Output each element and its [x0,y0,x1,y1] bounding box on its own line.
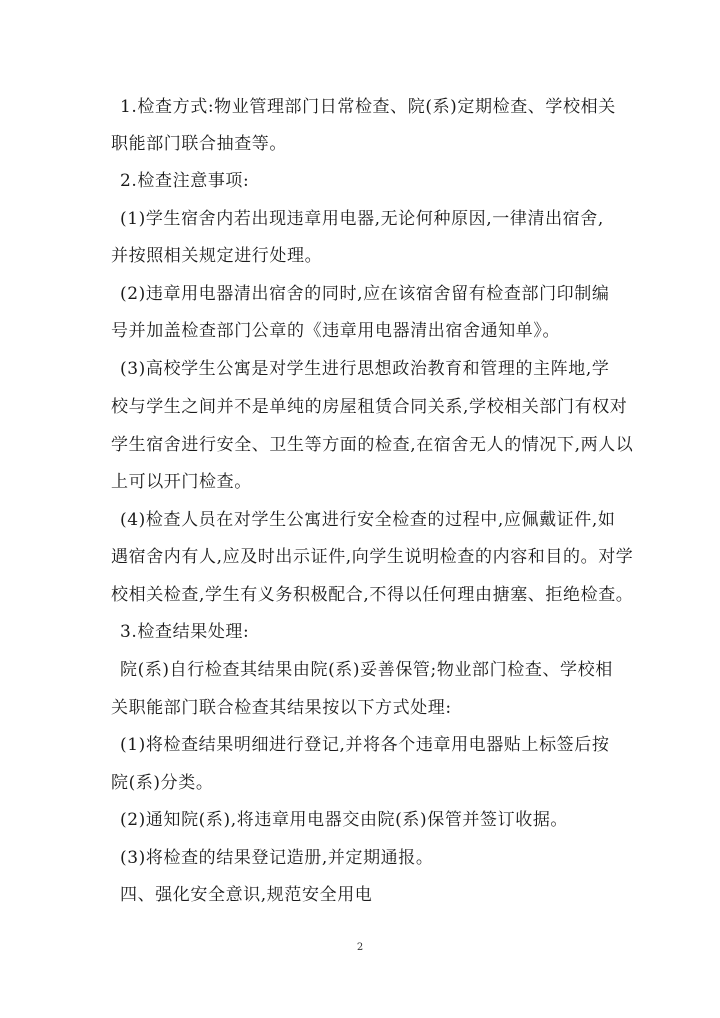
page-number: 2 [356,942,364,953]
text-line: 校相关检查,学生有义务积极配合,不得以任何理由搪塞、拒绝检查。 [111,585,634,605]
text-line: 院(系)自行检查其结果由院(系)妥善保管;物业部门检查、学校相 [120,660,613,680]
text-line: (2)通知院(系),将违章用电器交由院(系)保管并签订收据。 [120,810,569,830]
text-line: 1.检查方式:物业管理部门日常检查、院(系)定期检查、学校相关 [120,97,616,117]
text-line: 2.检查注意事项: [120,171,250,191]
text-line: (3)将检查的结果登记造册,并定期通报。 [120,848,434,868]
text-line: 关职能部门联合检查其结果按以下方式处理: [111,698,452,718]
text-line: 号并加盖检查部门公章的《违章用电器清出宿舍通知单》。 [111,321,561,341]
text-line: (1)学生宿舍内若出现违章用电器,无论何种原因,一律清出宿舍, [120,209,604,229]
text-line: 遇宿舍内有人,应及时出示证件,向学生说明检查的内容和目的。对学 [111,547,634,567]
text-line: (2)违章用电器清出宿舍的同时,应在该宿舍留有检查部门印制编 [120,284,610,304]
text-line: (3)高校学生公寓是对学生进行思想政治教育和管理的主阵地,学 [120,359,610,379]
text-line: 校与学生之间并不是单纯的房屋租赁合同关系,学校相关部门有权对 [111,397,628,417]
text-line: (4)检查人员在对学生公寓进行安全检查的过程中,应佩戴证件,如 [120,510,616,530]
text-line: 上可以开门检查。 [111,472,252,492]
text-line: (1)将检查结果明细进行登记,并将各个违章用电器贴上标签后按 [120,735,610,755]
section-heading: 四、强化安全意识,规范安全用电 [120,885,373,905]
text-line: 3.检查结果处理: [120,622,250,642]
text-line: 学生宿舍进行安全、卫生等方面的检查,在宿舍无人的情况下,两人以 [111,435,634,455]
text-line: 院(系)分类。 [111,773,214,793]
text-line: 职能部门联合抽查等。 [111,134,287,154]
text-line: 并按照相关规定进行处理。 [111,246,323,266]
